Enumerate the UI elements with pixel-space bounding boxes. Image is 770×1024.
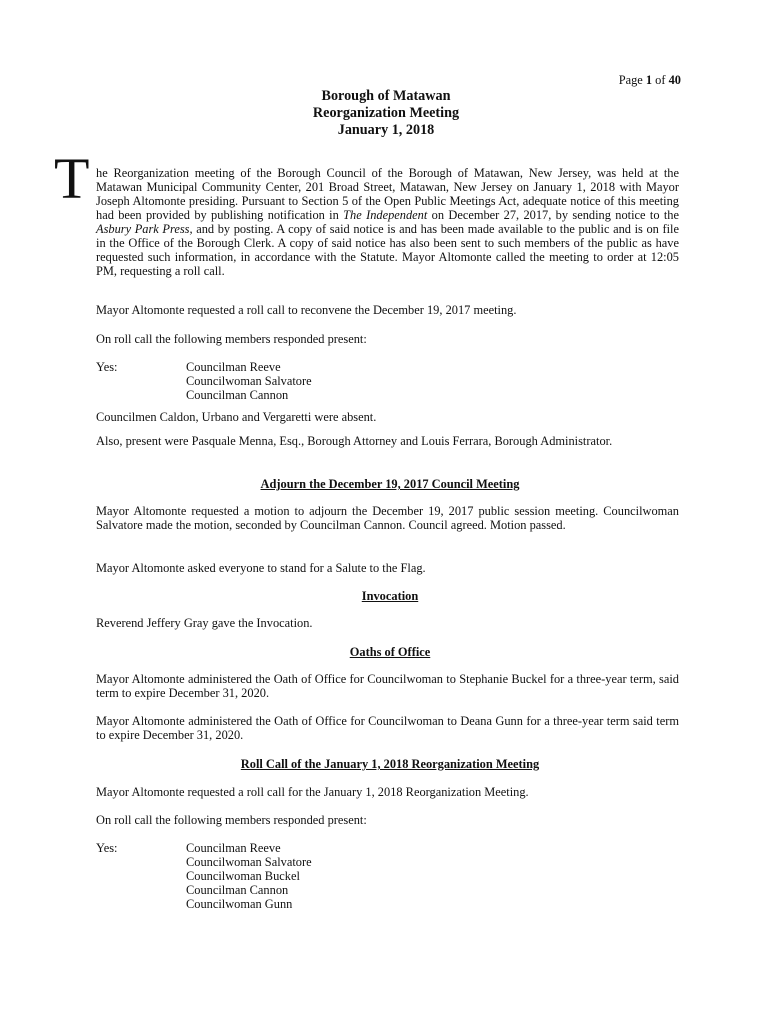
document-title [0,88,770,139]
absent-paragraph: Councilmen Caldon, Urbano and Vergaretti were absent. [96,410,377,424]
intro-paragraph [96,166,679,278]
member-name: Councilman Reeve [186,360,281,374]
page-number-current: 1 [645,73,653,87]
member-name: Councilman Cannon [186,388,289,402]
intro-text-1: he Reorganization meeting of the Borough Council of the Borough of Matawan, New Jersey, was held at the Matawan Municipal Community Center, 201 Broad Street, Matawan, New Jersey on January 1, 2018 with Mayor Joseph Altomonte presiding. Pursuant to Section 5 of the Open Public Meetings Act, adequate notice of this meeting had been provided by publishing notification in [96,166,679,222]
page-number-of: of [652,73,669,87]
heading-invocation: Invocation [361,589,419,603]
member-name: Councilwoman Salvatore [186,855,312,869]
reorg-roll-paragraph: Mayor Altomonte requested a roll call for the January 1, 2018 Reorganization Meeting. [96,785,529,799]
heading-oaths: Oaths of Office [349,645,431,659]
invocation-paragraph: Reverend Jeffery Gray gave the Invocation. [96,616,313,630]
roll-label: Yes: [96,841,118,855]
heading-rollcall: Roll Call of the January 1, 2018 Reorganization Meeting [240,757,540,771]
page-number [619,73,681,87]
member-name: Councilwoman Gunn [186,897,293,911]
intro-text-2: on December 27, 2017, by sending notice to the [427,208,679,222]
intro-text-3: and by posting. A copy of said notice is and has been made available to the public and is on file in the Office of the Borough Clerk. A copy of said notice has also been sent to such members of the public as have requested such information, in accordance with the Statute. Mayor Altomonte called the meeting to order at 12:05 PM, requesting a roll call. [96,222,679,278]
reconvene-paragraph: Mayor Altomonte requested a roll call to reconvene the December 19, 2017 meeting. [96,303,517,317]
rollcall-intro-1: On roll call the following members responded present: [96,332,367,346]
member-name: Councilwoman Salvatore [186,374,312,388]
salute-paragraph: Mayor Altomonte asked everyone to stand for a Salute to the Flag. [96,561,426,575]
title-line-3: January 1, 2018 [337,122,435,138]
oath-paragraph-2: Mayor Altomonte administered the Oath of Office for Councilwoman to Deana Gunn for a three-year term said term to expire December 31, 2020. [96,714,679,742]
rollcall-intro-2: On roll call the following members responded present: [96,813,367,827]
heading-adjourn: Adjourn the December 19, 2017 Council Meeting [260,477,520,491]
adjourn-paragraph: Mayor Altomonte requested a motion to adjourn the December 19, 2017 public session meeting. Councilwoman Salvatore made the motion, seconded by Councilman Cannon. Council agreed. Motion passed. [96,504,679,532]
roll-label: Yes: [96,360,118,374]
present-paragraph: Also, present were Pasquale Menna, Esq., Borough Attorney and Louis Ferrara, Borough Administrator. [96,434,613,448]
title-line-1: Borough of Matawan [321,88,451,104]
page-number-prefix: Page [618,73,646,87]
page-number-total: 40 [668,73,681,87]
drop-cap: T [54,146,90,211]
roll-names [186,360,312,402]
member-name: Councilwoman Buckel [186,869,300,883]
member-name: Councilman Cannon [186,883,289,897]
newspaper-independent: The Independent [343,208,428,222]
newspaper-asbury-park-press: Asbury Park Press, [96,222,193,236]
roll-names [186,841,312,911]
title-line-2: Reorganization Meeting [312,105,460,121]
oath-paragraph-1: Mayor Altomonte administered the Oath of Office for Councilwoman to Stephanie Buckel for a three-year term, said term to expire December 31, 2020. [96,672,679,700]
member-name: Councilman Reeve [186,841,281,855]
